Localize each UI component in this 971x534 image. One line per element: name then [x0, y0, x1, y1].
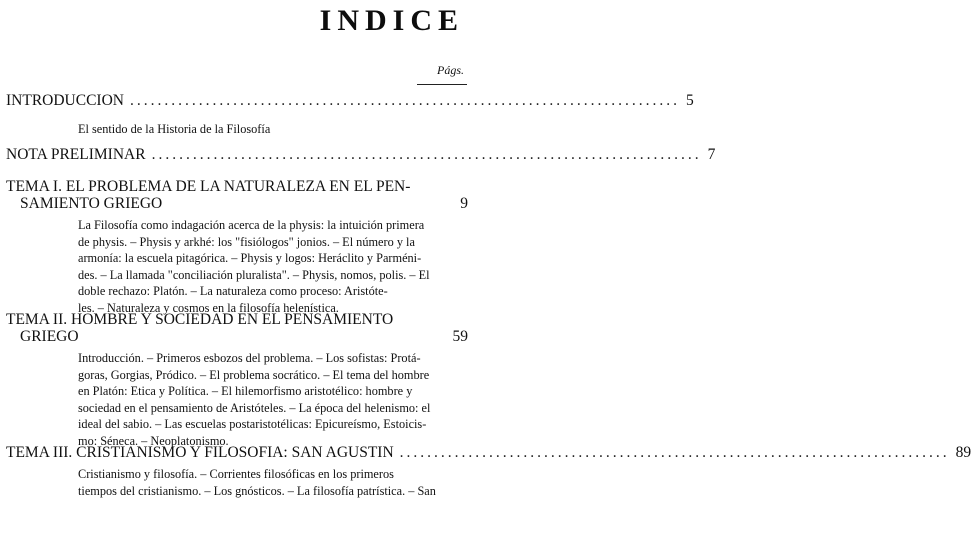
- summary-line: La Filosofía como indagación acerca de la physis: la intuición primera: [78, 218, 425, 232]
- page-title: INDICE: [319, 4, 464, 37]
- summary-line: ideal del sabio. – Las escuelas postaristotélicas: Epicureísmo, Estoicis-: [78, 417, 427, 432]
- toc-entry-title-line: GRIEGO: [20, 328, 79, 345]
- toc-subentry: El sentido de la Historia de la Filosofía: [78, 122, 271, 136]
- pages-column-label: Págs.: [437, 63, 464, 77]
- summary-line: tiempos del cristianismo. – Los gnósticos. – La filosofía patrística. – San: [78, 483, 436, 498]
- summary-line: mo: Séneca. – Neoplatonismo.: [78, 433, 229, 448]
- toc-entry-page: 5: [685, 92, 694, 109]
- toc-entry-title-line: TEMA I. EL PROBLEMA DE LA NATURALEZA EN EL PEN-: [6, 178, 411, 195]
- summary-line: Introducción. – Primeros esbozos del problema. – Los sofistas: Protá-: [78, 351, 421, 365]
- toc-entry-page: 59: [452, 328, 468, 345]
- toc-entry-page: 7: [707, 146, 716, 163]
- summary-line: Cristianismo y filosofía. – Corrientes filosóficas en los primeros: [78, 467, 394, 481]
- toc-entry-tema-2: [6, 311, 468, 345]
- summary-line: des. – La llamada "conciliación pluralista". – Physis, nomos, polis. – El: [78, 267, 430, 282]
- summary-line: les. – Naturaleza y cosmos en la filosofía helenística.: [78, 300, 339, 315]
- toc-entry-tema-1: [6, 178, 468, 212]
- dot-leader: ................................................................................: [399, 444, 950, 461]
- toc-entry-label: NOTA PRELIMINAR: [6, 146, 146, 163]
- toc-entry-label: TEMA III. CRISTIANISMO Y FILOSOFIA: SAN AGUSTIN: [6, 444, 394, 461]
- toc-entry-introduccion: [6, 92, 694, 110]
- toc-entry-nota-preliminar: [6, 146, 716, 164]
- toc-entry-label: INTRODUCCION: [6, 92, 124, 109]
- toc-entry-page: 89: [955, 444, 971, 461]
- summary-line: de physis. – Physis y arkhé: los "fisiólogos" jonios. – El número y la: [78, 234, 415, 249]
- toc-entry-summary: [78, 217, 454, 317]
- summary-line: en Platón: Etica y Política. – El hilemorfismo aristotélico: hombre y: [78, 384, 413, 399]
- pages-rule: [417, 84, 467, 85]
- dot-leader: ................................................................................: [151, 146, 702, 163]
- toc-entry-tema-3: [6, 444, 971, 462]
- summary-line: doble rechazo: Platón. – La naturaleza como proceso: Aristóte-: [78, 284, 388, 299]
- summary-line: sociedad en el pensamiento de Aristóteles. – La época del helenismo: el: [78, 400, 431, 415]
- toc-entry-summary: [78, 466, 454, 499]
- dot-leader: ................................................................................: [129, 92, 680, 109]
- toc-entry-page: 9: [460, 195, 468, 212]
- toc-entry-title-line: SAMIENTO GRIEGO: [20, 195, 163, 212]
- toc-entry-title-line: TEMA II. HOMBRE Y SOCIEDAD EN EL PENSAMIENTO: [6, 311, 394, 328]
- summary-line: goras, Gorgias, Pródico. – El problema socrático. – El tema del hombre: [78, 367, 430, 382]
- toc-entry-summary: [78, 350, 454, 450]
- summary-line: armonía: la escuela pitagórica. – Physis y logos: Heráclito y Parméni-: [78, 251, 422, 266]
